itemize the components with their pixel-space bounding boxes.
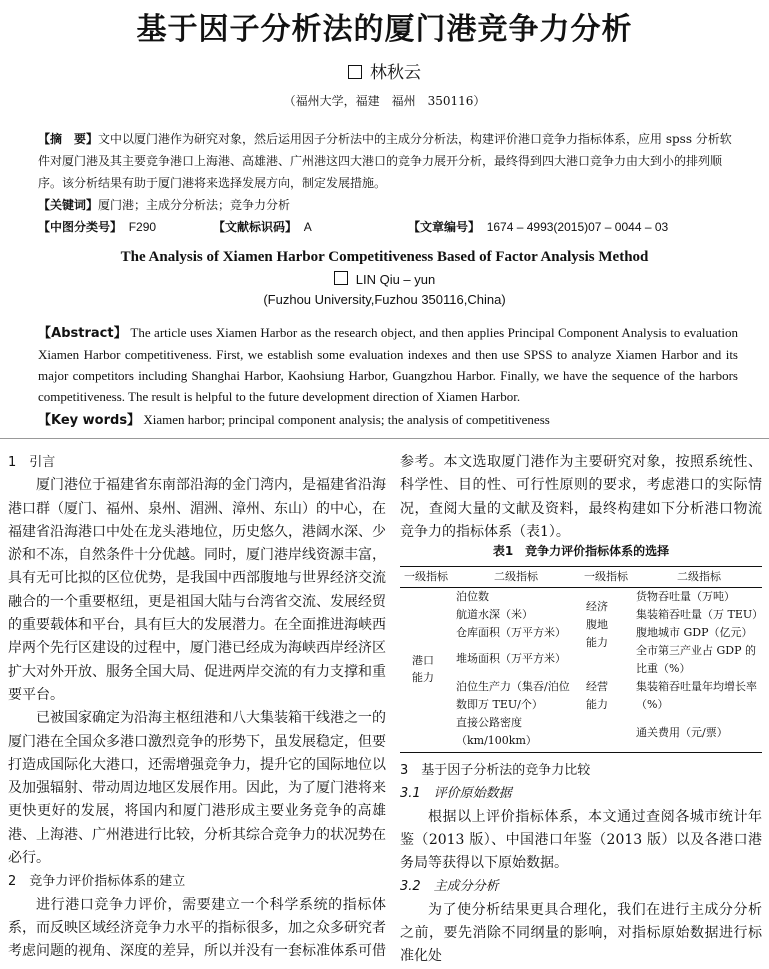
right-column-top <box>400 451 762 544</box>
english-abstract-text: The article uses Xiamen Harbor as the research object, and then applies Principal Component Analysis to evaluation Xiamen Harbor competitiveness. First, we establish some evaluation indexes and then use SPSS to analyze Xiamen Harbor and its major competitors including Shanghai Harbor, Kaohsiung Harbor, Guangzhou Harbor. Finally, we have the sequence of the harbors competitiveness. The result is helpful to the future development direction of Xiamen Harbor. <box>38 325 738 404</box>
table-cell: 泊位数 <box>456 590 489 603</box>
clc-label: 【中图分类号】 <box>38 220 123 234</box>
article-label: 【文章编号】 <box>408 220 481 234</box>
section-3-2-heading: 3.2 主成分分析 <box>400 879 499 895</box>
table-caption: 表1 竞争力评价指标体系的选择 <box>492 544 670 558</box>
english-author-name: LIN Qiu – yun <box>355 272 436 287</box>
english-abstract-label: 【Abstract】 <box>38 326 127 341</box>
english-keywords <box>38 409 738 428</box>
table-cell-first-level: 港口能力 <box>412 654 434 684</box>
table-cell: 货物吞吐量（万吨） <box>636 590 735 603</box>
table-header: 二级指标 <box>677 570 721 583</box>
table-header: 二级指标 <box>494 570 538 583</box>
divider <box>0 438 769 439</box>
table-rule <box>400 752 762 753</box>
table-rule <box>400 566 762 567</box>
table-cell: 腹地城市 GDP（亿元） <box>636 626 753 639</box>
abstract-cn <box>38 128 738 216</box>
english-title: The Analysis of Xiamen Harbor Competitiveness Based of Factor Analysis Method <box>120 249 649 265</box>
table-header: 一级指标 <box>404 570 448 583</box>
paragraph: 参考。本文选取厦门港作为主要研究对象，按照系统性、科学性、目的性、可行性原则的要求，考虑港口的实际情况，查阅大量的文献及资料，最终构建如下分析港口物流竞争力的指标体系（表1）。 <box>400 454 762 540</box>
square-icon <box>348 65 362 79</box>
indicator-table <box>400 566 762 754</box>
table-header: 一级指标 <box>584 570 628 583</box>
paragraph: 已被国家确定为沿海主枢纽港和八大集装箱干线港之一的厦门港在全国众多港口激烈竞争的形势下，虽发展稳定，但要打造成国际化大港口，还需增强竞争力，提升它的国际地位以及加强辐射、带动周边地区发展作用。因此，为了厦门港将来更快更好的发展，将国内和厦门港形成主要业务竞争的高雄港、上海港、广州港进行比较，分析其综合竞争力的状况势在必行。 <box>8 710 386 867</box>
table-cell-first-level: 经营能力 <box>586 680 608 711</box>
english-abstract <box>38 322 738 407</box>
abstract-text: 文中以厦门港作为研究对象，然后运用因子分析法中的主成分分析法，构建评价港口竞争力指标体系，应用 spss 分析软件对厦门港及其主要竞争港口上海港、高雄港、广州港这四大港口的竞争力展开分析，最终得到四大港口竞争力由大到小的排列顺序。该分析结果有助于厦门港将来选择发展方向，制定发展措施。 <box>38 132 732 190</box>
table-cell: 集装箱吞吐量（万 TEU） <box>636 608 764 621</box>
table-cell: 全市第三产业占 GDP 的比重（%） <box>636 644 757 675</box>
english-keywords-text: Xiamen harbor; principal component analysis; the analysis of competitiveness <box>143 412 550 427</box>
abstract-label: 【摘 要】 <box>38 132 99 146</box>
keywords-text: 厦门港；主成分分析法；竞争力分析 <box>98 198 291 212</box>
section-1-heading: 1 引言 <box>8 455 56 470</box>
paper-title: 基于因子分析法的厦门港竞争力分析 <box>136 12 633 47</box>
left-column <box>8 451 386 964</box>
table-cell: 航道水深（米） <box>456 608 533 621</box>
table-cell: 泊位生产力（集吞/泊位数即万 TEU/个） <box>456 680 570 711</box>
doc-label: 【文献标识码】 <box>213 220 298 234</box>
english-affiliation: (Fuzhou University,Fuzhou 350116,China) <box>263 292 506 307</box>
section-3-1-heading: 3.1 评价原始数据 <box>400 786 512 802</box>
english-keywords-label: 【Key words】 <box>38 413 141 428</box>
table-cell: 堆场面积（万平方米） <box>456 652 566 665</box>
paragraph: 进行港口竞争力评价，需要建立一个科学系统的指标体系，而反映区域经济竞争力水平的指标很多，加之众多研究者考虑问题的视角、深度的差异，所以并没有一套标准体系可借 <box>8 896 386 960</box>
paragraph: 为了使分析结果更具合理化，我们在进行主成分分析之前，要先消除不同纲量的影响，对指标原始数据进行标准化处 <box>400 901 762 965</box>
table-cell: 集装箱吞吐量年均增长率（%） <box>636 680 757 711</box>
author-name: 林秋云 <box>370 63 421 83</box>
keywords-label: 【关键词】 <box>38 198 99 212</box>
article-value: 1674 – 4993(2015)07 – 0044 – 03 <box>486 220 669 234</box>
paragraph: 根据以上评价指标体系，本文通过查阅各城市统计年鉴（2013 版）、中国港口年鉴（2013 版）以及各港口港务局等获得以下原始数据。 <box>400 808 762 872</box>
table-cell: 通关费用（元/票） <box>636 726 728 739</box>
author <box>0 58 769 83</box>
right-column-bottom <box>400 759 762 969</box>
table-cell: 直接公路密度（km/100km） <box>456 716 537 747</box>
affiliation: （福州大学，福建 福州 350116） <box>283 94 486 108</box>
paragraph: 厦门港位于福建省东南部沿海的金门湾内，是福建省沿海港口群（厦门、福州、泉州、湄洲、漳州、东山）的中心，在福建省沿海港口中处在龙头港地位，历史悠久，港阔水深、少淤和不冻，自然条件十分优越。同时，厦门港岸线资源丰富，具有无可比拟的区位优势，是我国中西部腹地与世界经济交流融合的一个重要枢纽，更是祖国大陆与台湾省交流、发展经贸的重要载体和平台，具有巨大的发展潜力。在全面推进海峡西岸两个先行区建设的过程中，厦门港已经成为海峡西岸经济区扩大对外开放、服务全国大局、促进两岸交流的有力支撑和重要平台。 <box>8 477 386 703</box>
section-3-heading: 3 基于因子分析法的竞争力比较 <box>400 763 591 778</box>
doc-value: A <box>303 220 312 234</box>
english-author <box>0 271 769 287</box>
section-2-heading: 2 竞争力评价指标体系的建立 <box>8 874 186 890</box>
table-cell: 仓库面积（万平方米） <box>456 626 566 639</box>
table-cell-first-level: 经济腹地能力 <box>586 600 608 649</box>
clc-value: F290 <box>128 220 157 234</box>
square-icon <box>334 271 348 285</box>
